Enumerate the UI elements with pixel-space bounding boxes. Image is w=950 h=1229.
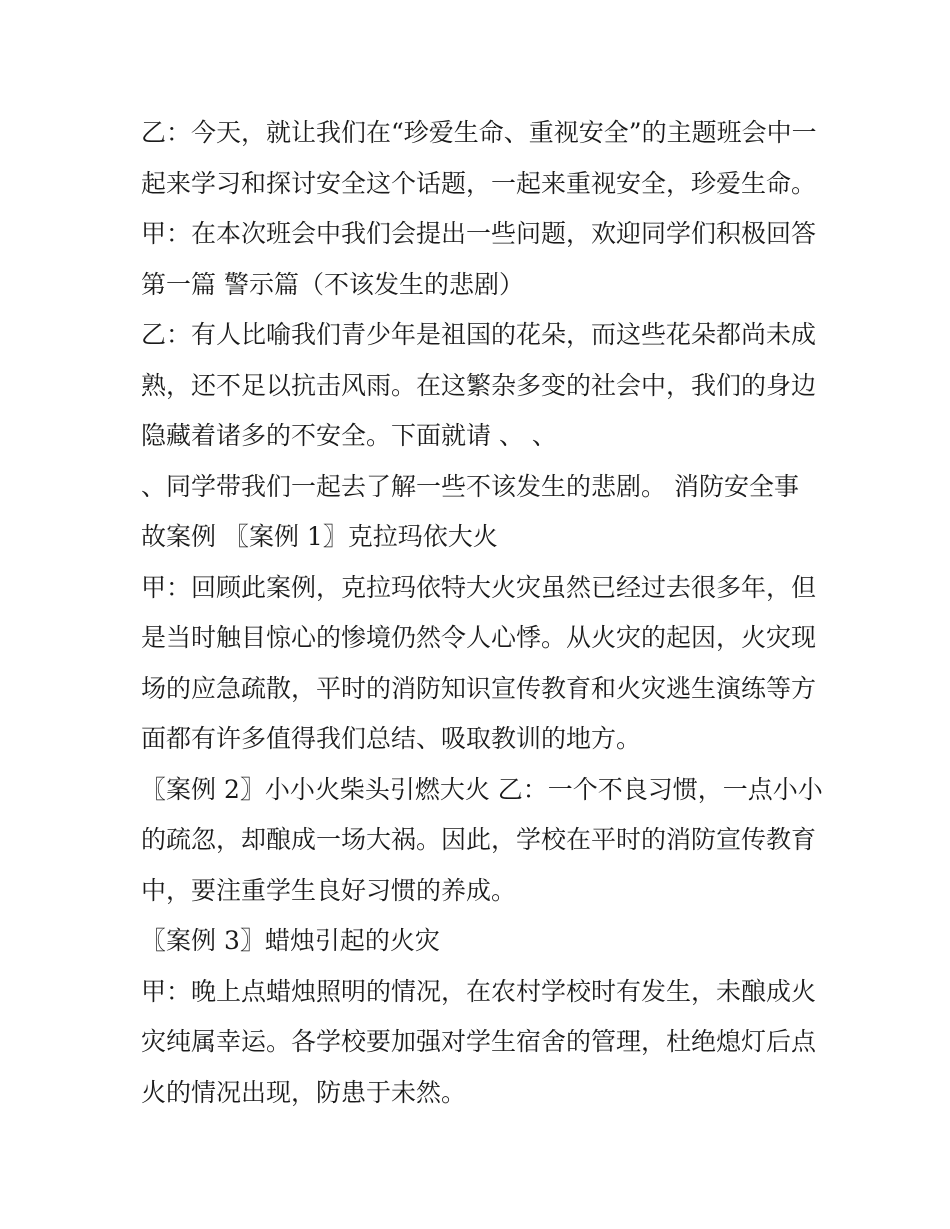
case-heading: 〖案例 2〗小小火柴头引燃大火 乙：一个不良习惯，一点小小 bbox=[141, 774, 823, 804]
text-line: 甲：晚上点蜡烛照明的情况，在农村学校时有发生，未酿成火 bbox=[141, 976, 817, 1006]
text-line: 熟，还不足以抗击风雨。在这繁杂多变的社会中，我们的身边 bbox=[141, 370, 817, 400]
text-line: 起来学习和探讨安全这个话题，一起来重视安全，珍爱生命。 bbox=[141, 168, 817, 198]
text-line: 隐藏着诸多的不安全。下面就请 、 、 bbox=[141, 421, 557, 450]
document-body bbox=[141, 108, 821, 1118]
text-line: 、同学带我们一起去了解一些不该发生的悲剧。 消防安全事 bbox=[141, 471, 799, 501]
text-line: 灾纯属幸运。各学校要加强对学生宿舍的管理，杜绝熄灯后点 bbox=[141, 1027, 817, 1056]
text-line: 面都有许多值得我们总结、吸取教训的地方。 bbox=[141, 724, 642, 753]
text-line: 乙：今天，就让我们在“珍爱生命、重视安全”的主题班会中一 bbox=[141, 118, 817, 147]
text-line: 是当时触目惊心的惨境仍然令人心悸。从火灾的起因，火灾现 bbox=[141, 623, 817, 652]
section-heading: 第一篇 警示篇（不该发生的悲剧） bbox=[141, 269, 524, 299]
case-heading: 故案例 〖案例 1〗克拉玛依大火 bbox=[141, 522, 498, 551]
text-line: 的疏忽，却酿成一场大祸。因此，学校在平时的消防宣传教育 bbox=[141, 825, 817, 854]
text-line: 乙：有人比喻我们青少年是祖国的花朵，而这些花朵都尚未成 bbox=[141, 320, 817, 349]
text-line: 甲：在本次班会中我们会提出一些问题，欢迎同学们积极回答 bbox=[141, 219, 817, 248]
text-line: 甲：回顾此案例，克拉玛依特大火灾虽然已经过去很多年，但 bbox=[141, 572, 817, 602]
text-line: 场的应急疏散，平时的消防知识宣传教育和火灾逃生演练等方 bbox=[141, 673, 817, 703]
text-line: 中，要注重学生良好习惯的养成。 bbox=[141, 875, 517, 905]
case-heading: 〖案例 3〗蜡烛引起的火灾 bbox=[141, 926, 440, 955]
text-line: 火的情况出现，防患于未然。 bbox=[141, 1077, 467, 1107]
